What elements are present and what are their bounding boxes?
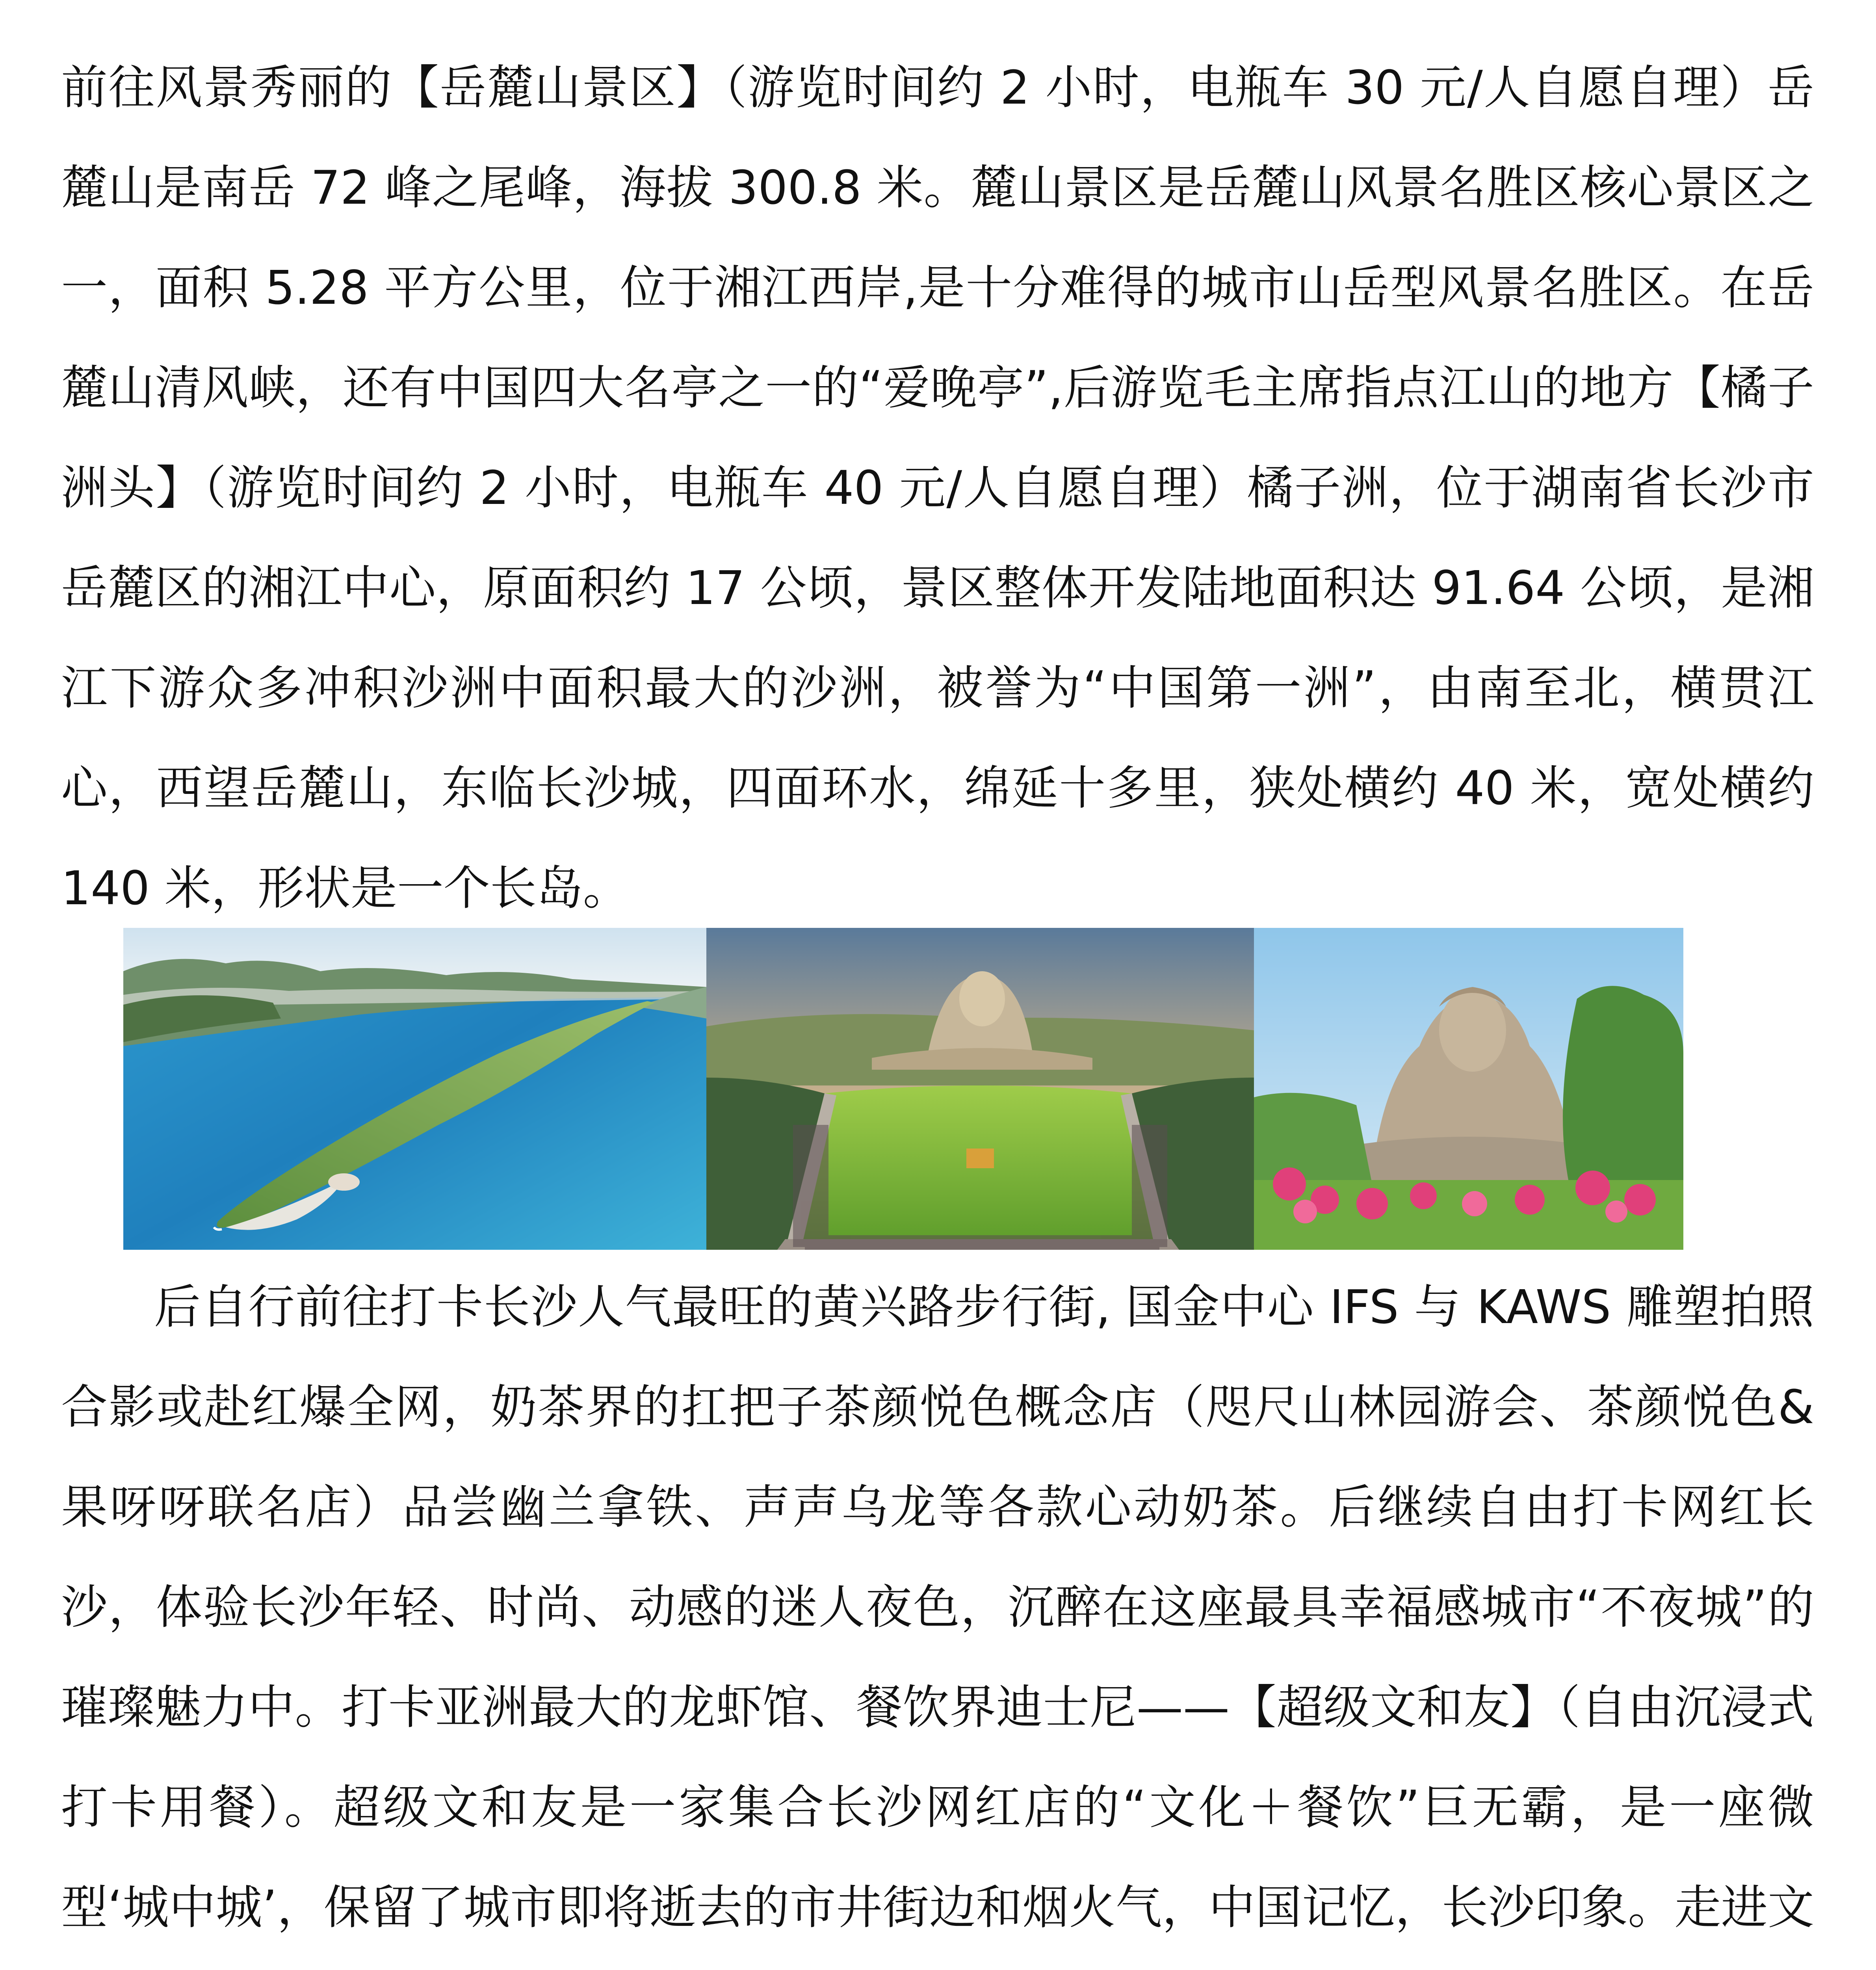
young-mao-statue-garden-photo — [1254, 928, 1683, 1250]
paragraph-huangxing-wenheyou: 后自行前往打卡长沙人气最旺的黄兴路步行街, 国金中心 IFS 与 KAWS 雕塑拍照合影或赴红爆全网，奶茶界的扛把子茶颜悦色概念店（咫尺山林园游会、茶颜悦色&果呀呀联名店）品尝幽兰拿铁、声声乌龙等各款心动奶茶。后继续自由打卡网红长沙，体验长沙年轻、时尚、动感的迷人夜色，沉醉在这座最具幸福感城市“不夜城”的璀璨魅力中。打卡亚洲最大的龙虾馆、餐饮界迪士尼——【超级文和友】（自由沉浸式打卡用餐）。超级文和友是一家集合长沙网红店的“文化＋餐饮”巨无霸，是一座微型‘城中城’，保留了城市即将逝去的市井街边和烟火气，中国记忆，长沙印象。走进文 — [61, 1280, 1814, 1935]
paragraph-yuelu-orange-isle: 前往风景秀丽的【岳麓山景区】（游览时间约 2 小时，电瓶车 30 元/人自愿自理）岳麓山是南岳 72 峰之尾峰，海拔 300.8 米。麓山景区是岳麓山风景名胜区核心景区之一，面积 5.28 平方公里，位于湘江西岸,是十分难得的城市山岳型风景名胜区。在岳麓山清风峡，还有中国四大名亭之一的“爱晚亭”,后游览毛主席指点江山的地方【橘子洲头】（游览时间约 2 小时，电瓶车 40 元/人自愿自理）橘子洲，位于湖南省长沙市岳麓区的湘江中心，原面积约 17 公顷，景区整体开发陆地面积达 91.64 公顷，是湘江下游众多冲积沙洲中面积最大的沙洲，被誉为“中国第一洲”，由南至北，横贯江心，西望岳麓山，东临长沙城，四面环水，绵延十多里，狭处横约 40 米，宽处横约 140 米，形状是一个长岛。 — [61, 60, 1814, 915]
orange-isle-aerial-photo — [123, 928, 706, 1250]
young-mao-statue-crowd-photo — [706, 928, 1254, 1250]
photo-strip — [123, 928, 1683, 1250]
